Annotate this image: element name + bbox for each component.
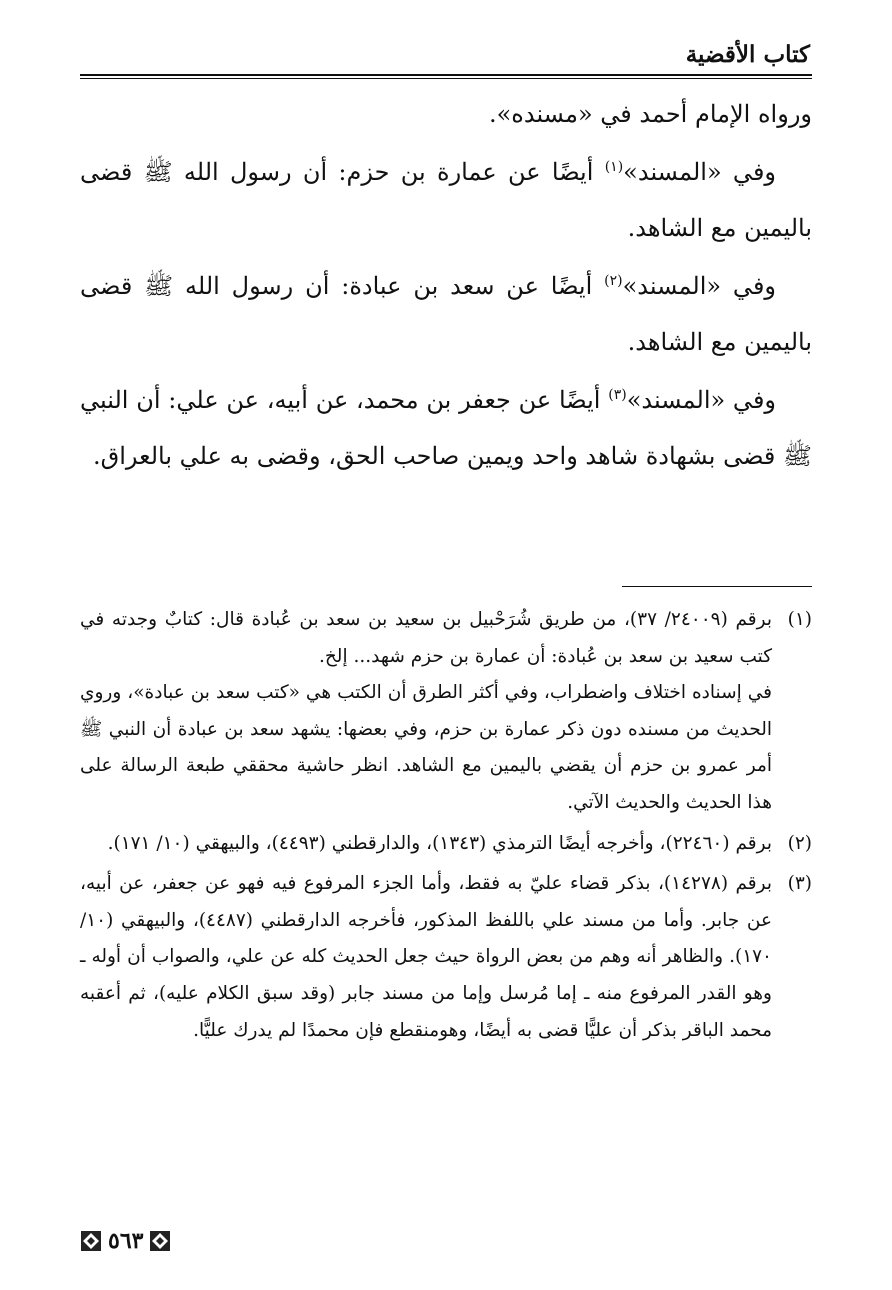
- paragraph: ورواه الإمام أحمد في «مسنده».: [488, 100, 812, 128]
- footnote: [80, 602, 812, 822]
- footnote-text: برقم (١٤٢٧٨)، بذكر قضاء عليّ به فقط، وأما الجزء المرفوع فيه فهو عن جعفر، عن أبيه، عن جابر. وأما من مسند علي باللفظ المذكور، فأخرجه الدارقطني (٤٤٨٧)، والبيهقي (١٠/ ١٧٠). والظاهر أنه وهم من بعض الرواة حيث جعل الحديث كله عن علي، والصواب أن أوله ـ وهو القدر المرفوع منه ـ إما مُرسل وإما من مسند جابر (وقد سبق الكلام عليه)، ثم أعقبه محمد الباقر بذكر أن عليًّا قضى به أيضًا، وهومنقطع فإن محمدًا لم يدرك عليًّا.: [80, 873, 772, 1041]
- diamond-ornament-icon: [80, 1230, 102, 1252]
- paragraph: وفي «المسند»$^{(٣)}$ أيضًا عن جعفر بن محمد، عن أبيه، عن علي: أن النبي ﷺ قضى بشهادة شاهد واحد ويمين صاحب الحق، وقضى به علي بالعراق.: [80, 386, 812, 470]
- running-header: [82, 38, 810, 72]
- main-text: [80, 86, 812, 486]
- footnote-ref: (٢): [604, 273, 623, 289]
- footnote-number: (٢): [787, 832, 812, 854]
- diamond-ornament-icon: [149, 1230, 171, 1252]
- footnote-ref: (١): [604, 159, 624, 175]
- footnote-separator: [622, 586, 812, 587]
- chapter-title: كتاب الأقضية: [685, 41, 810, 68]
- page-number-block: [80, 1226, 171, 1256]
- footnote-ref: (٣): [608, 387, 627, 403]
- footnote-text: برقم (٢٤٠٠٩/ ٣٧)، من طريق شُرَحْبيل بن سعيد بن سعد بن عُبادة قال: كتابٌ وجدته في كتب سعيد بن سعد بن عُبادة: أن عمارة بن حزم شهد... إلخ.: [80, 609, 772, 667]
- footnotes: [80, 602, 812, 1053]
- header-rule-thin: [80, 78, 812, 79]
- footnote: [80, 826, 812, 863]
- footnote-number: (٣): [787, 873, 812, 895]
- footnote: [80, 866, 812, 1049]
- footnote-text: برقم (٢٢٤٦٠)، وأخرجه أيضًا الترمذي (١٣٤٣)، والدارقطني (٤٤٩٣)، والبيهقي (١٠/ ١٧١).: [107, 832, 772, 854]
- footnote-text: في إسناده اختلاف واضطراب، وفي أكثر الطرق أن الكتب هي «كتب سعد بن عبادة»، وروي الحديث من مسنده دون ذكر عمارة بن حزم، وفي بعضها: يشهد سعد بن عبادة أن النبي ﷺ أمر عمرو بن حزم أن يقضي باليمين مع الشاهد. انظر حاشية محققي طبعة الرسالة على هذا الحديث والحديث الآتي.: [80, 682, 772, 813]
- paragraph: وفي «المسند»$^{(٢)}$ أيضًا عن سعد بن عبادة: أن رسول الله ﷺ قضى باليمين مع الشاهد.: [80, 272, 812, 356]
- page-number: ٥٦٣: [108, 1228, 144, 1254]
- header-rule-thick: [80, 74, 812, 76]
- footnote-number: (١): [787, 609, 812, 630]
- paragraph: وفي «المسند»$^{(١)}$ أيضًا عن عمارة بن حزم: أن رسول الله ﷺ قضى باليمين مع الشاهد.: [80, 158, 812, 242]
